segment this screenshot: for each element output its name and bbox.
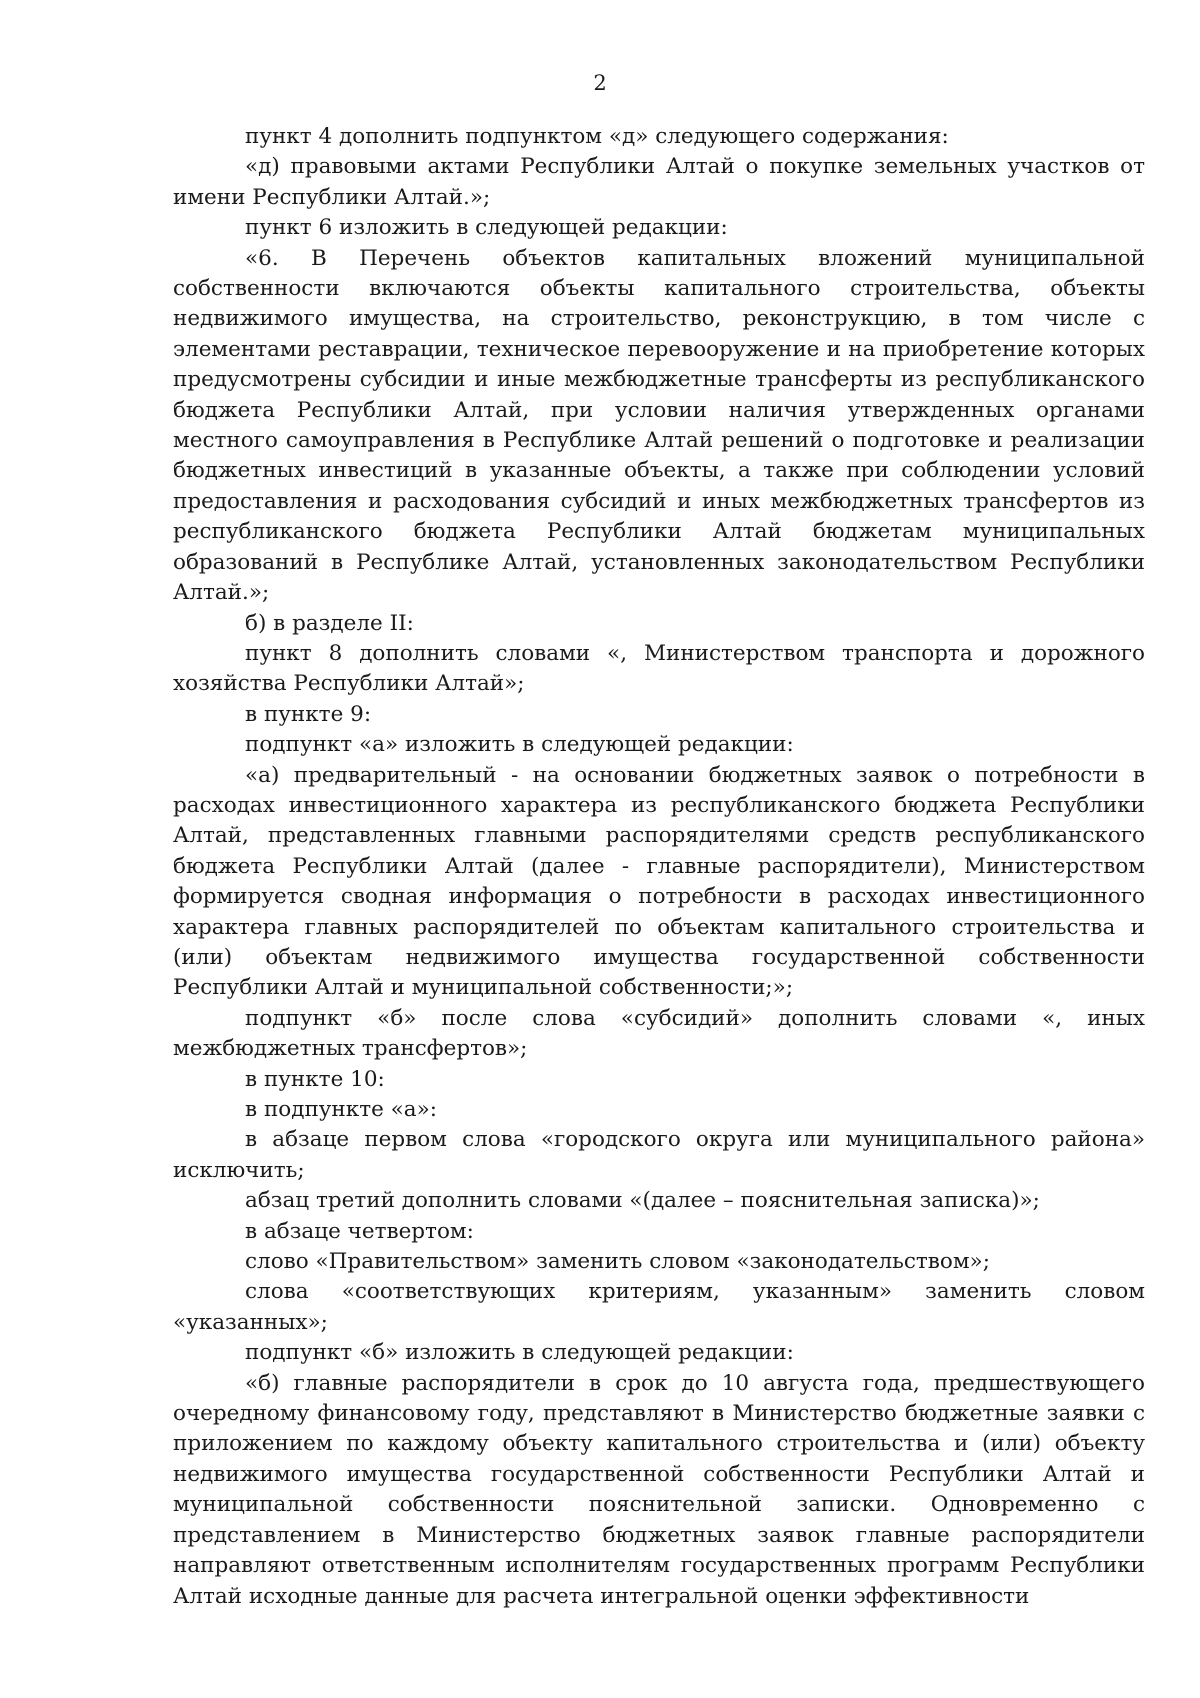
paragraph-item-10: в пункте 10: xyxy=(245,1066,385,1092)
paragraph-in-subitem-a: в подпункте «а»: xyxy=(245,1097,438,1122)
paragraph-third-abzac: абзац третий дополнить словами «(далее – пояснительная записка)»; xyxy=(245,1188,1040,1214)
document-body xyxy=(173,122,1145,1612)
paragraph-subitem-a-text: «а) предварительный - на основании бюджетных заявок о потребности в расходах инвестиционного характера из республиканского бюджета Республики Алтай, представленных главными распорядителями средств республиканского бюджета Республики Алтай (далее - главные распорядители), Министерством формируется сводная информация о потребности в расходах инвестиционного характера главных распорядителей по объектам капитального строительства и (или) объектам недвижимого имущества государственной собственности Республики Алтай и муниципальной собственности;»; xyxy=(173,762,1145,1001)
paragraph-item-4-amendment: пункт 4 дополнить подпунктом «д» следующего содержания: xyxy=(245,124,949,149)
paragraph-item-6-text: «6. В Перечень объектов капитальных вложений муниципальной собственности включаются объекты капитального строительства, объекты недвижимого имущества, на строительство, реконструкцию, в том числе с элементами реставрации, техническое перевооружение и на приобретение которых предусмотрены субсидии и иные межбюджетные трансферты из республиканского бюджета Республики Алтай, при условии наличия утвержденных органами местного самоуправления в Республике Алтай решений о подготовке и реализации бюджетных инвестиций в указанные объекты, а также при соблюдении условий предоставления и расходования субсидий и иных межбюджетных трансфертов из республиканского бюджета Республики Алтай бюджетам муниципальных образований в Республике Алтай, установленных законодательством Республики Алтай.»; xyxy=(173,245,1145,606)
paragraph-word-replacement: слово «Правительством» заменить словом «законодательством»; xyxy=(245,1249,990,1275)
paragraph-words-replacement: слова «соответствующих критериям, указанным» заменить словом «указанных»; xyxy=(173,1279,1145,1335)
paragraph-subitem-d: «д) правовыми актами Республики Алтай о покупке земельных участков от имени Республики Алтай.»; xyxy=(173,154,1145,210)
paragraph-item-6-amendment: пункт 6 изложить в следующей редакции: xyxy=(245,215,728,241)
paragraph-item-8-amendment: пункт 8 дополнить словами «, Министерством транспорта и дорожного хозяйства Республики Алтай»; xyxy=(173,640,1145,697)
paragraph-fourth-abzac: в абзаце четвертом: xyxy=(245,1218,474,1244)
paragraph-subitem-a-amendment: подпункт «а» изложить в следующей редакции: xyxy=(245,732,794,758)
paragraph-subitem-b-redaction: подпункт «б» изложить в следующей редакции: xyxy=(245,1340,794,1366)
paragraph-section-ii: б) в разделе II: xyxy=(245,610,414,636)
page-number: 2 xyxy=(593,71,607,95)
paragraph-subitem-b-text: «б) главные распорядители в срок до 10 августа года, предшествующего очередному финансовому году, представляют в Министерство бюджетные заявки с приложением по каждому объекту капитального строительства и (или) объекту недвижимого имущества государственной собственности Республики Алтай и муниципальной собственности пояснительной записки. Одновременно с представлением в Министерство бюджетных заявок главные распорядители направляют ответственным исполнителям государственных программ Республики Алтай исходные данные для расчета интегральной оценки эффективности xyxy=(173,1370,1145,1609)
paragraph-item-9: в пункте 9: xyxy=(245,701,372,727)
paragraph-first-abzac: в абзаце первом слова «городского округа или муниципального района» исключить; xyxy=(173,1127,1145,1183)
paragraph-subitem-b-amendment: подпункт «б» после слова «субсидий» дополнить словами «, иных межбюджетных трансфертов»; xyxy=(173,1005,1145,1062)
